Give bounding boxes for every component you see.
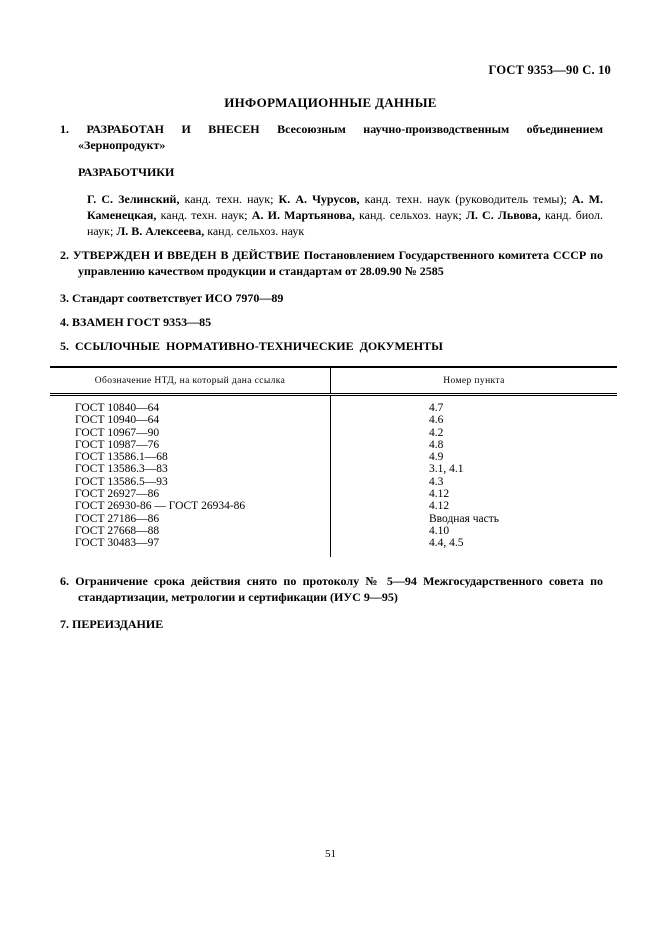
table-header-row: [50, 366, 617, 396]
ntd-designation-cell: ГОСТ 10840—64: [50, 396, 331, 414]
running-header: ГОСТ 9353—90 С. 10: [488, 63, 611, 77]
table-col1-header: Обозначение НТД, на который дана ссылка: [50, 368, 331, 393]
table-row: [50, 488, 617, 500]
developer-degree: канд. техн. наук;: [179, 192, 279, 206]
table-row: [50, 451, 617, 463]
item-reference-docs-heading: 5. ССЫЛОЧНЫЕ НОРМАТИВНО-ТЕХНИЧЕСКИЕ ДОКУМЕНТЫ: [60, 339, 443, 353]
clause-number-cell: 3.1, 4.1: [429, 463, 464, 476]
developer-name: А. И. Мартьянова,: [251, 208, 355, 222]
developer-degree: канд. биол. наук;: [87, 208, 604, 238]
item-republication: 7. ПЕРЕИЗДАНИЕ: [60, 616, 164, 631]
ntd-designation-cell: ГОСТ 10940—64: [50, 414, 331, 426]
table-divider-extension-cell: [50, 550, 331, 557]
ntd-designation-cell: ГОСТ 13586.3—83: [50, 463, 331, 475]
table-row: [50, 463, 617, 475]
clause-number-cell: 4.3: [429, 475, 444, 488]
ntd-designation-cell: ГОСТ 10987—76: [50, 439, 331, 451]
reference-documents-table: [50, 366, 617, 557]
ntd-designation-cell: ГОСТ 26930-86 — ГОСТ 26934-86: [50, 500, 331, 512]
table-row: [50, 396, 617, 414]
table-row: [50, 439, 617, 451]
developer-degree: канд. техн. наук;: [156, 208, 252, 222]
ntd-designation-cell: ГОСТ 13586.1—68: [50, 451, 331, 463]
table-col2-header: Номер пункта: [443, 376, 505, 386]
developer-name: А. М. Каменецкая,: [87, 192, 604, 222]
page-number: 51: [325, 848, 336, 860]
item-replaces: 4. ВЗАМЕН ГОСТ 9353—85: [60, 315, 212, 329]
developer-degree: канд. сельхоз. наук: [204, 224, 305, 238]
ntd-designation-cell: ГОСТ 26927—86: [50, 488, 331, 500]
ntd-designation-cell: ГОСТ 27186—86: [50, 513, 331, 525]
developer-name: Г. С. Зелинский,: [87, 192, 180, 206]
table-row: [50, 476, 617, 488]
table-row: [50, 427, 617, 439]
ntd-designation-cell: ГОСТ 13586.5—93: [50, 476, 331, 488]
table-row: [50, 525, 617, 537]
table-row: [50, 513, 617, 525]
item-term-limit-removed: 6. Ограничение срока действия снято по протоколу № 5—94 Межгосударственного совета по стандартизации, метрологии и сертификации (ИУС 9—95): [60, 573, 603, 604]
ntd-designation-cell: ГОСТ 30483—97: [50, 537, 331, 549]
page-content: [60, 121, 603, 632]
page-title: ИНФОРМАЦИОННЫЕ ДАННЫЕ: [224, 95, 437, 110]
clause-number-cell: Вводная часть: [429, 512, 499, 525]
table-divider-extension: [50, 550, 617, 557]
developer-degree: канд. сельхоз. наук;: [354, 208, 466, 222]
table-row: [50, 414, 617, 426]
clause-number-cell: 4.10: [429, 524, 450, 537]
developers-paragraph: [87, 191, 603, 239]
table-divider-extension-cell: [331, 550, 617, 557]
ntd-designation-cell: ГОСТ 10967—90: [50, 427, 331, 439]
clause-number-cell: 4.4, 4.5: [429, 537, 464, 550]
table-body: [50, 396, 617, 557]
clause-number-cell: 4.2: [429, 426, 444, 439]
clause-number-cell: 4.6: [429, 414, 444, 427]
item-developed-by: 1. РАЗРАБОТАН И ВНЕСЕН Всесоюзным научно-производственным объединением «Зернопродукт»: [60, 122, 603, 152]
clause-number-cell: 4.12: [429, 488, 450, 501]
table-row: [50, 500, 617, 512]
item-approved: 2. УТВЕРЖДЕН И ВВЕДЕН В ДЕЙСТВИЕ Постановлением Государственного комитета СССР по управлению качеством продукции и стандартам от 28.09.90 № 2585: [60, 248, 603, 278]
clause-number-cell: 4.12: [429, 500, 450, 513]
developer-degree: канд. техн. наук (руководитель темы);: [359, 192, 572, 206]
clause-number-cell: 4.7: [429, 402, 444, 414]
ntd-designation-cell: ГОСТ 27668—88: [50, 525, 331, 537]
clause-number-cell: 4.8: [429, 438, 444, 451]
developer-name: Л. С. Львова,: [465, 208, 541, 222]
developer-name: Л. В. Алексеева,: [116, 224, 205, 238]
table-row: [50, 537, 617, 549]
item-iso-correspondence: 3. Стандарт соответствует ИСО 7970—89: [60, 291, 284, 305]
developers-heading: РАЗРАБОТЧИКИ: [78, 165, 175, 179]
clause-number-cell: 4.9: [429, 451, 444, 464]
developer-name: К. А. Чурусов,: [278, 192, 360, 206]
